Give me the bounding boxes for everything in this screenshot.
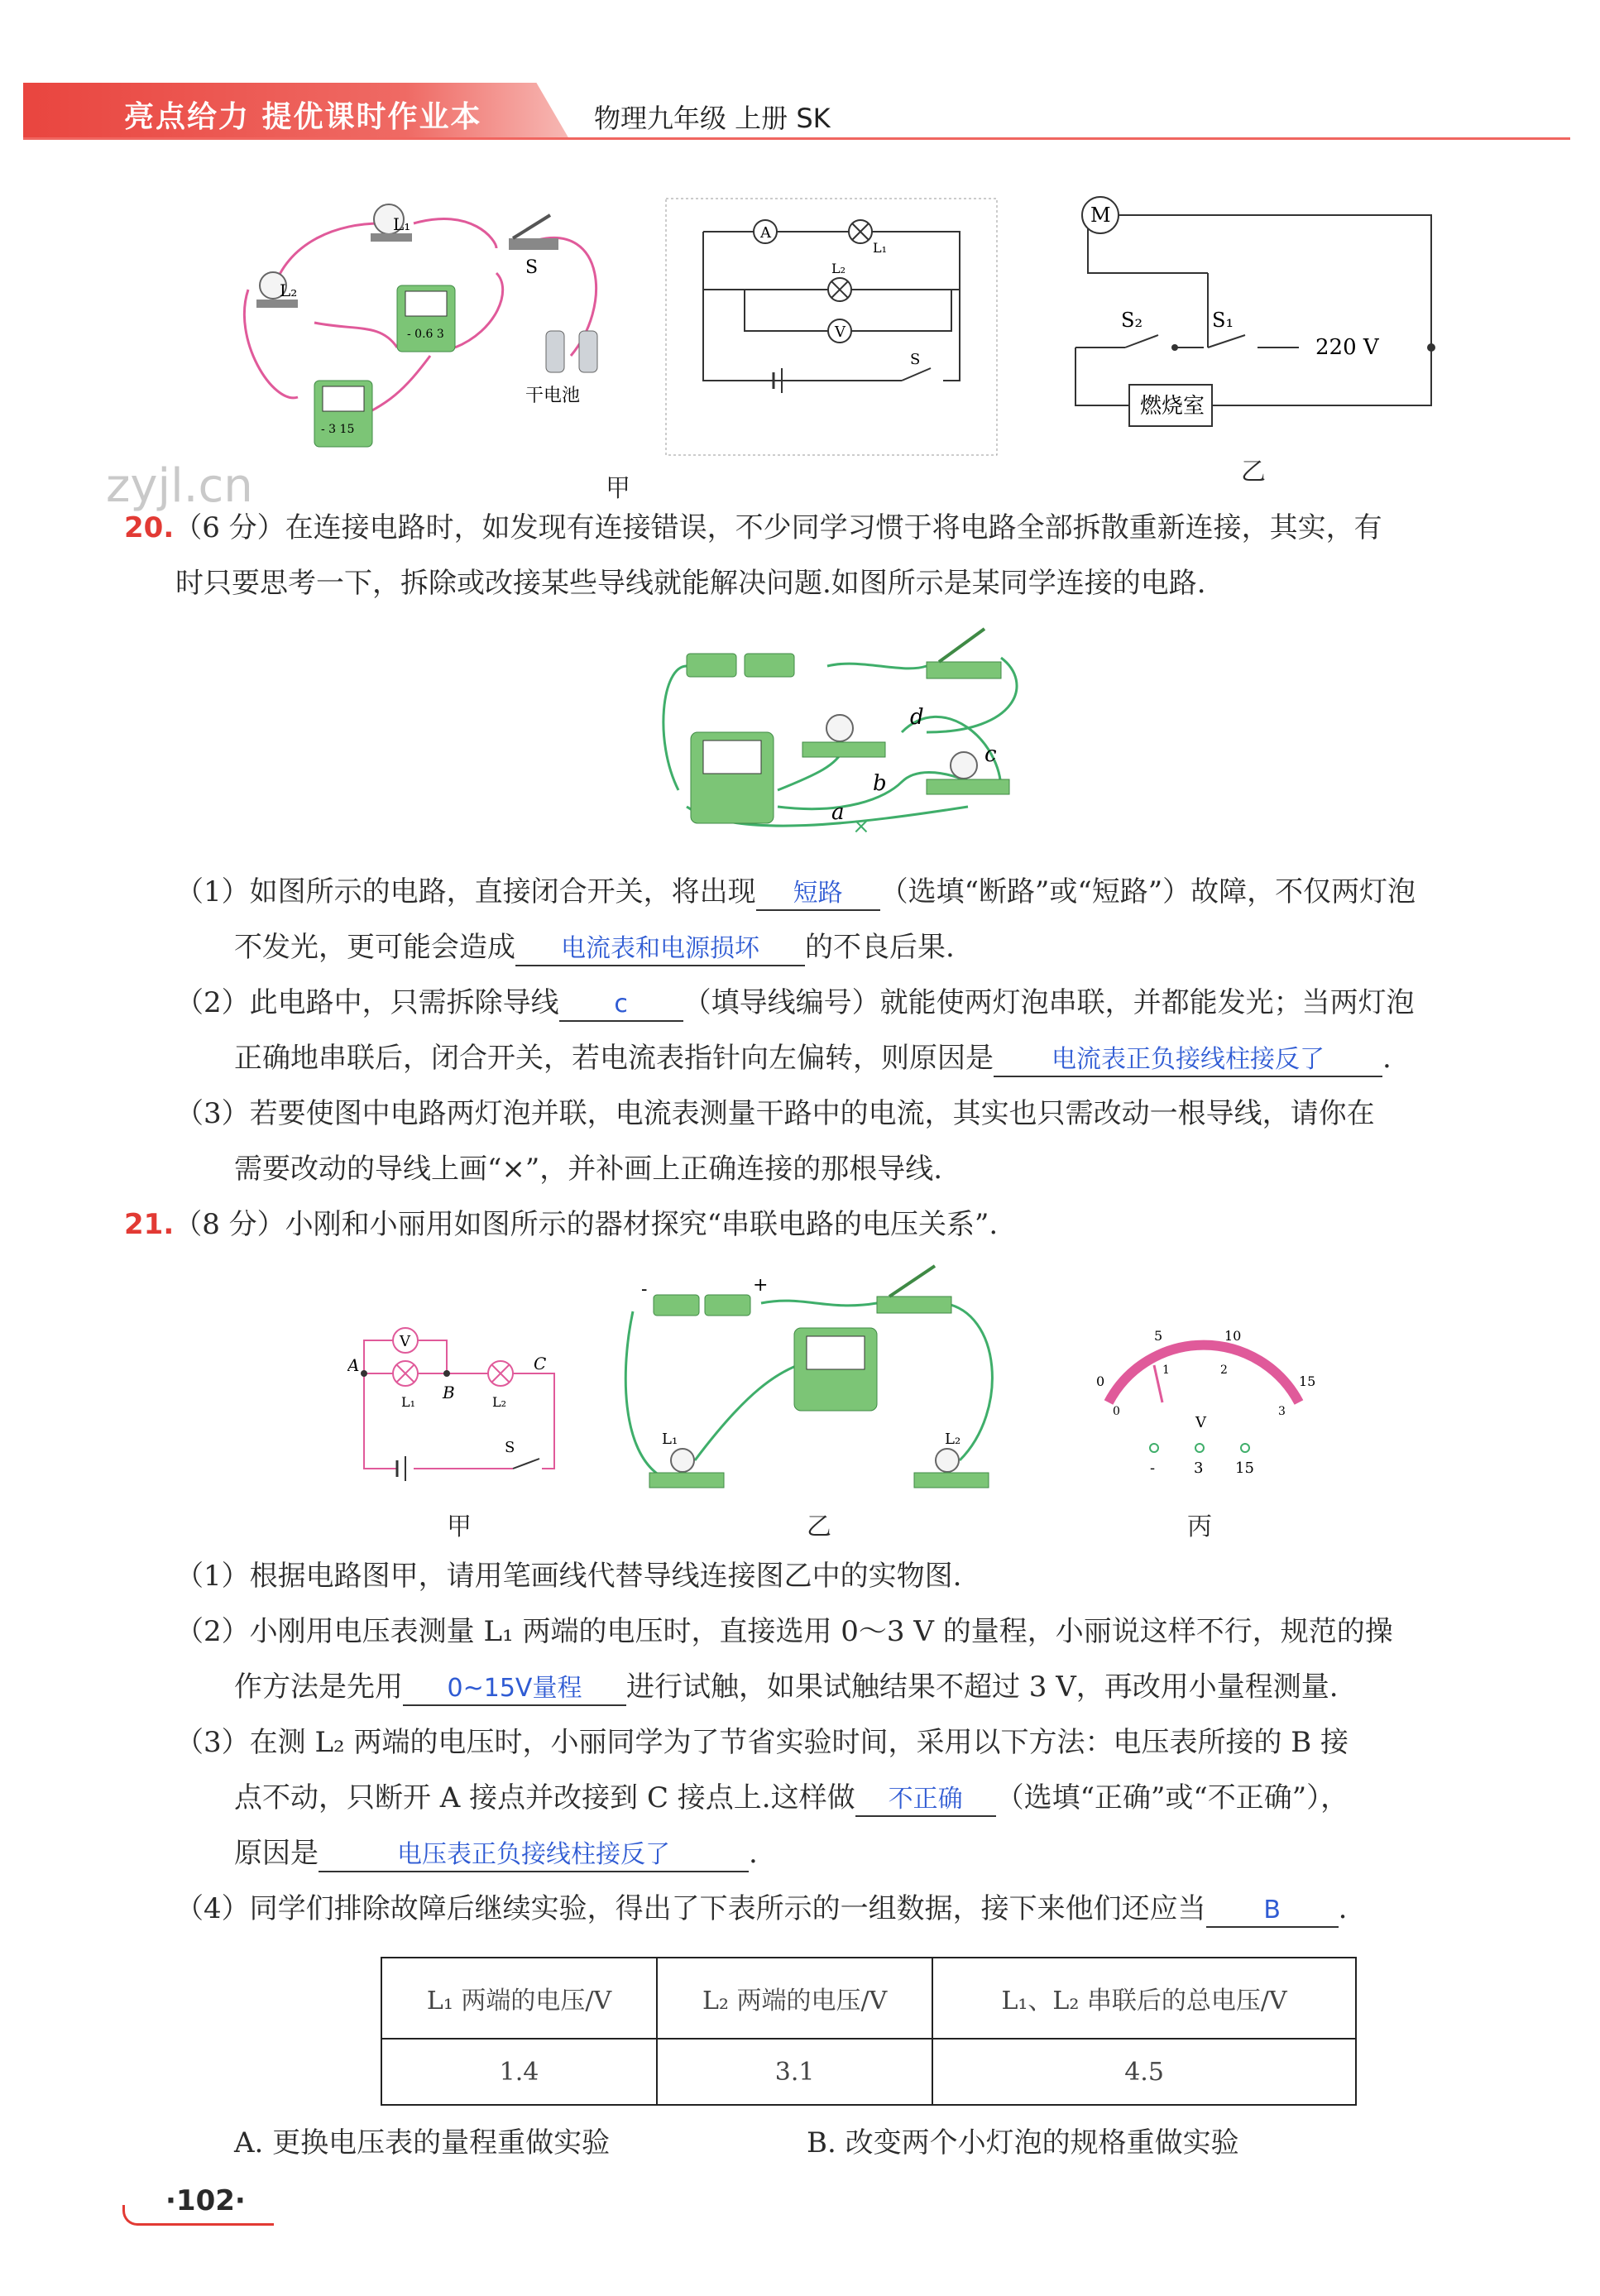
q21-part4: （4）同学们排除故障后继续实验，得出了下表所示的一组数据，接下来他们还应当 B . [175, 1892, 1347, 1928]
svg-text:15: 15 [1235, 1460, 1254, 1477]
label-voltage: 220 V [1315, 335, 1379, 360]
label-switch: S [525, 257, 539, 278]
svg-text:C: C [534, 1354, 547, 1373]
label-s2: S₂ [1121, 309, 1143, 332]
subject-info: 物理九年级 上册 SK [594, 103, 831, 134]
label-motor: M [1090, 204, 1111, 227]
cross-mark-icon: × [852, 814, 870, 839]
svg-text:L₁: L₁ [401, 1394, 416, 1410]
battery-icon [546, 331, 564, 372]
bulb-icon [951, 752, 977, 779]
table-cell: 4.5 [932, 2039, 1356, 2105]
voltage-data-table [381, 1957, 1357, 2106]
caption-yi-top: 乙 [1241, 458, 1266, 487]
svg-text:V: V [400, 1333, 410, 1350]
svg-text:-: - [1150, 1460, 1156, 1477]
q20-stem-text1: （6 分）在连接电路时，如发现有连接错误，不少同学习惯于将电路全部拆散重新连接，其实，有 [174, 511, 1382, 544]
q21-voltmeter-dial [1096, 1328, 1315, 1477]
q21-part2-line2: 作方法是先用 0~15V量程 进行试触，如果试触结果不超过 3 V，再改用小量程测量. [234, 1670, 1339, 1706]
svg-text:0: 0 [1113, 1405, 1120, 1418]
svg-text:+: + [753, 1275, 769, 1296]
q21-answer-correctness[interactable]: 不正确 [855, 1784, 996, 1817]
svg-text:A: A [760, 224, 771, 242]
q21-stem: 21.（8 分）小刚和小丽用如图所示的器材探究“串联电路的电压关系”. [124, 1208, 999, 1241]
svg-text:L₁: L₁ [662, 1431, 678, 1448]
label-circuit-l2: L₂ [831, 261, 846, 276]
label-bulb2: L₂ [280, 280, 298, 300]
caption-jia-q21: 甲 [447, 1512, 472, 1541]
label-ammeter-scale: - 0.6 3 [407, 328, 444, 341]
q20-answer-consequence[interactable]: 电流表和电源损坏 [515, 933, 805, 966]
svg-text:L₂: L₂ [945, 1431, 961, 1448]
table-header-cell: L₁、L₂ 串联后的总电压/V [932, 1958, 1356, 2039]
wire-label-c: c [984, 742, 997, 767]
q21-physical-setup [625, 1266, 992, 1488]
q21-figures [347, 1262, 1340, 1502]
top-figures [223, 190, 1514, 496]
q20-part2-line1: （2）此电路中，只需拆除导线 c （填导线编号）就能使两灯泡串联，并都能发光；当两灯泡 [175, 986, 1415, 1022]
q20-circuit-figure [654, 616, 1034, 840]
svg-text:3: 3 [1194, 1460, 1204, 1477]
label-circuit-l1: L₁ [873, 240, 888, 256]
q21-answer-reason[interactable]: 电压表正负接线柱接反了 [319, 1839, 749, 1872]
bulb-l1-base [371, 233, 412, 242]
switch-s1-icon [1208, 335, 1245, 348]
bulb-l1-icon [671, 1449, 694, 1472]
svg-text:-: - [641, 1279, 648, 1300]
label-s1: S₁ [1212, 309, 1234, 332]
svg-text:S: S [910, 351, 921, 368]
caption-yi-q21: 乙 [807, 1512, 831, 1541]
wire-label-d: d [910, 705, 924, 730]
q20-part1-line1: （1）如图所示的电路，直接闭合开关，将出现 短路 （选填“断路”或“短路”）故障，不仅两灯泡 [175, 875, 1416, 911]
table-cell: 1.4 [381, 2039, 657, 2105]
bulb-icon [826, 715, 853, 741]
q20-stem-line1 [124, 511, 1382, 544]
q21-number: 21. [124, 1208, 175, 1241]
caption-bing-q21: 丙 [1187, 1512, 1212, 1541]
physical-circuit-figure [244, 204, 597, 447]
table-header-row [381, 1958, 1356, 2039]
motor-circuit-figure [1075, 197, 1435, 426]
q21-part2-line1: （2）小刚用电压表测量 L₁ 两端的电压时，直接选用 0～3 V 的量程，小丽说这样不行，规范的操 [175, 1615, 1393, 1648]
switch-icon [877, 1297, 951, 1313]
q21-answer-range[interactable]: 0~15V量程 [403, 1673, 626, 1706]
q21-part3-line1: （3）在测 L₂ 两端的电压时，小丽同学为了节省实验时间，采用以下方法：电压表所接的 B 接 [175, 1726, 1349, 1759]
q20-part1-line2: 不发光，更可能会造成 电流表和电源损坏 的不良后果. [234, 931, 955, 966]
q21-part1: （1）根据电路图甲，请用笔画线代替导线连接图乙中的实物图. [175, 1560, 962, 1593]
option-a: A. 更换电压表的量程重做实验 [234, 2126, 611, 2159]
svg-text:1: 1 [1162, 1364, 1170, 1377]
q21-part3-line2: 点不动，只断开 A 接点并改接到 C 接点上.这样做 不正确 （选填“正确”或“不正确”）， [234, 1781, 1349, 1817]
caption-jia-top: 甲 [606, 474, 630, 503]
table-row [381, 2039, 1356, 2105]
svg-text:10: 10 [1224, 1328, 1242, 1344]
svg-text:S: S [505, 1439, 515, 1456]
switch-symbol-icon [902, 368, 931, 381]
wire-label-b: b [873, 771, 887, 796]
circuit-diagram-figure [666, 199, 997, 455]
q21-part3-line3: 原因是 电压表正负接线柱接反了 . [234, 1837, 758, 1872]
battery-icon [654, 1295, 699, 1316]
wire-label-a: a [831, 800, 845, 825]
svg-text:B: B [443, 1383, 455, 1402]
svg-text:3: 3 [1278, 1405, 1286, 1418]
label-voltmeter-scale: - 3 15 [321, 423, 355, 436]
option-b: B. 改变两个小灯泡的规格重做实验 [807, 2126, 1239, 2159]
book-title: 亮点给力 提优课时作业本 [124, 100, 482, 134]
q20-number: 20. [124, 511, 175, 544]
table-cell: 3.1 [657, 2039, 932, 2105]
svg-text:5: 5 [1154, 1328, 1163, 1344]
label-chamber: 燃烧室 [1140, 394, 1205, 419]
svg-text:V: V [835, 324, 846, 341]
q21-circuit-diagram [347, 1328, 554, 1481]
switch-icon [927, 662, 1001, 678]
svg-text:L₂: L₂ [492, 1394, 507, 1410]
q21-answer-next-step[interactable]: B [1206, 1895, 1339, 1928]
switch-s2-icon [1125, 335, 1158, 348]
svg-text:0: 0 [1096, 1373, 1105, 1389]
svg-text:2: 2 [1220, 1364, 1228, 1377]
q20-answer-wire[interactable]: c [559, 989, 683, 1022]
watermark: zyjl.cn [106, 459, 253, 513]
table-header-cell: L₁ 两端的电压/V [381, 1958, 657, 2039]
switch-icon [509, 238, 558, 250]
svg-text:V: V [1195, 1414, 1206, 1431]
battery-icon [687, 654, 736, 677]
q20-part2-line2: 正确地串联后，闭合开关，若电流表指针向左偏转，则原因是 电流表正负接线柱接反了 . [234, 1042, 1392, 1077]
label-battery: 干电池 [525, 386, 581, 406]
dial-needle [1154, 1365, 1162, 1402]
bulb-l2-icon [936, 1449, 959, 1472]
table-header-cell: L₂ 两端的电压/V [657, 1958, 932, 2039]
svg-text:A: A [347, 1355, 360, 1375]
q20-stem-line2: 时只要思考一下，拆除或改接某些导线就能解决问题.如图所示是某同学连接的电路. [175, 567, 1206, 600]
page-number: ·102· [165, 2184, 246, 2217]
switch-symbol-icon [513, 1459, 539, 1469]
q20-answer-reason[interactable]: 电流表正负接线柱接反了 [994, 1044, 1382, 1077]
q20-part3-line1: （3）若要使图中电路两灯泡并联，电流表测量干路中的电流，其实也只需改动一根导线，请你在 [175, 1097, 1375, 1130]
label-bulb1: L₁ [393, 214, 411, 234]
q20-part3-line2: 需要改动的导线上画“×”，并补画上正确连接的那根导线. [234, 1153, 943, 1186]
header-divider [23, 137, 1570, 140]
svg-text:15: 15 [1299, 1373, 1316, 1389]
q20-answer-short-circuit[interactable]: 短路 [756, 878, 880, 911]
